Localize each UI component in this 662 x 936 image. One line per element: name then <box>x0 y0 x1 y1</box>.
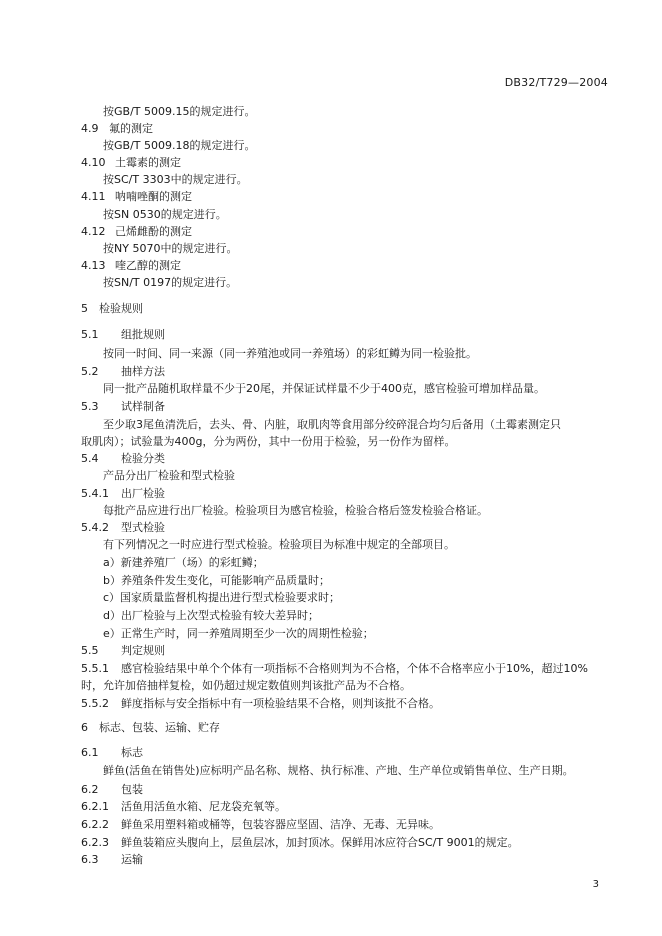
text-line <box>103 765 574 776</box>
text-line <box>81 436 455 447</box>
paragraph-text: 按同一时间、同一来源（同一养殖池或同一养殖场）的彩虹鳟为同一检验批。 <box>103 347 477 360</box>
text-line <box>103 592 340 603</box>
section-number: 4.11 <box>81 190 106 203</box>
text-line <box>103 628 374 639</box>
text-line <box>103 140 255 151</box>
section-heading: 检验分类 <box>121 452 165 465</box>
text-line <box>81 801 286 812</box>
section-number: 5.4.1 <box>81 487 109 500</box>
paragraph-text: 时，允许加倍抽样复检，如仍超过规定数值则判该批产品为不合格。 <box>81 679 411 692</box>
paragraph-text: 至少取3尾鱼清洗后，去头、骨、内脏，取肌肉等食用部分绞碎混合均匀后备用（土霉素测定只 <box>103 418 561 431</box>
text-line <box>81 488 165 499</box>
paragraph-text: 按SN 0530的规定进行。 <box>103 208 227 221</box>
text-line <box>81 453 165 464</box>
text-line <box>81 663 588 674</box>
section-heading: 土霉素的测定 <box>115 156 181 169</box>
text-line <box>81 837 519 848</box>
section-number: 5.2 <box>81 365 99 378</box>
section-number: 6.3 <box>81 853 99 866</box>
text-line <box>103 419 561 430</box>
text-line <box>81 522 165 533</box>
text-line <box>81 680 411 691</box>
text-line <box>81 303 143 314</box>
section-heading: 鲜鱼装箱应头腹向上，层鱼层冰，加封顶冰。保鲜用冰应符合SC/T 9001的规定。 <box>121 836 519 849</box>
text-line <box>103 610 319 621</box>
text-line <box>81 645 165 656</box>
section-number: 6 <box>81 721 88 734</box>
section-heading: 判定规则 <box>121 644 165 657</box>
text-line <box>103 174 248 185</box>
section-heading: 氟的测定 <box>109 122 153 135</box>
text-line <box>81 260 181 271</box>
document-code: DB32/T729—2004 <box>504 76 608 89</box>
paragraph-text: d）出厂检验与上次型式检验有较大差异时； <box>103 609 319 622</box>
section-heading: 标志、包装、运输、贮存 <box>99 721 220 734</box>
text-line <box>103 243 237 254</box>
section-number: 6.2.2 <box>81 818 109 831</box>
section-number: 5.5 <box>81 644 99 657</box>
paragraph-text: 按GB/T 5009.15的规定进行。 <box>103 105 256 118</box>
section-heading: 组批规则 <box>121 328 165 341</box>
section-number: 5.4 <box>81 452 99 465</box>
text-line <box>81 784 143 795</box>
text-line <box>103 348 477 359</box>
paragraph-text: b）养殖条件发生变化，可能影响产品质量时； <box>103 574 330 587</box>
text-line <box>103 106 255 117</box>
section-heading: 喹乙醇的测定 <box>115 259 181 272</box>
paragraph-text: e）正常生产时，同一养殖周期至少一次的周期性检验； <box>103 627 374 640</box>
section-heading: 检验规则 <box>99 302 143 315</box>
paragraph-text: 按GB/T 5009.18的规定进行。 <box>103 139 256 152</box>
text-line <box>81 226 192 237</box>
text-line <box>103 470 235 481</box>
section-number: 6.2 <box>81 783 99 796</box>
paragraph-text: c）国家质量监督机构提出进行型式检验要求时； <box>103 591 341 604</box>
text-line <box>81 329 165 340</box>
section-heading: 型式检验 <box>121 521 165 534</box>
text-line <box>81 698 440 709</box>
paragraph-text: 有下列情况之一时应进行型式检验。检验项目为标准中规定的全部项目。 <box>103 538 455 551</box>
section-number: 5.4.2 <box>81 521 109 534</box>
text-line <box>81 854 143 865</box>
text-line <box>103 505 488 516</box>
text-line <box>81 191 192 202</box>
text-line <box>81 747 143 758</box>
section-number: 6.1 <box>81 746 99 759</box>
page-number: 3 <box>592 879 599 890</box>
paragraph-text: 每批产品应进行出厂检验。检验项目为感官检验，检验合格后签发检验合格证。 <box>103 504 488 517</box>
section-heading: 包装 <box>121 783 143 796</box>
section-heading: 鲜度指标与安全指标中有一项检验结果不合格，则判该批不合格。 <box>121 697 440 710</box>
text-line <box>81 157 181 168</box>
section-number: 6.2.3 <box>81 836 109 849</box>
section-number: 4.13 <box>81 259 106 272</box>
text-line <box>81 819 440 830</box>
text-line <box>81 366 165 377</box>
section-heading: 抽样方法 <box>121 365 165 378</box>
section-heading: 活鱼用活鱼水箱、尼龙袋充氧等。 <box>121 800 286 813</box>
section-number: 5.5.2 <box>81 697 109 710</box>
text-line <box>81 722 220 733</box>
section-heading: 呐喃唑酮的测定 <box>115 190 192 203</box>
text-line <box>103 575 330 586</box>
paragraph-text: 按NY 5070中的规定进行。 <box>103 242 238 255</box>
section-number: 4.9 <box>81 122 99 135</box>
section-number: 5.3 <box>81 400 99 413</box>
paragraph-text: 产品分出厂检验和型式检验 <box>103 469 235 482</box>
section-number: 4.10 <box>81 156 106 169</box>
section-number: 6.2.1 <box>81 800 109 813</box>
text-line <box>103 539 455 550</box>
section-heading: 感官检验结果中单个个体有一项指标不合格则判为不合格，个体不合格率应小于10%，超过10% <box>121 662 588 675</box>
paragraph-text: 按SN/T 0197的规定进行。 <box>103 276 238 289</box>
section-heading: 试样制备 <box>121 400 165 413</box>
paragraph-text: 按SC/T 3303中的规定进行。 <box>103 173 248 186</box>
paragraph-text: a）新建养殖厂（场）的彩虹鳟； <box>103 556 264 569</box>
text-line <box>103 209 227 220</box>
section-number: 5.5.1 <box>81 662 109 675</box>
paragraph-text: 取肌肉）；试验量为400g，分为两份，其中一份用于检验，另一份作为留样。 <box>81 435 456 448</box>
text-line <box>103 383 545 394</box>
paragraph-text: 鲜鱼(活鱼在销售处)应标明产品名称、规格、执行标准、产地、生产单位或销售单位、生产日期。 <box>103 764 574 777</box>
text-line <box>103 277 237 288</box>
section-number: 4.12 <box>81 225 106 238</box>
section-heading: 标志 <box>121 746 143 759</box>
text-line <box>103 557 264 568</box>
text-line <box>81 401 165 412</box>
section-heading: 己烯雌酚的测定 <box>115 225 192 238</box>
section-number: 5.1 <box>81 328 99 341</box>
section-heading: 出厂检验 <box>121 487 165 500</box>
paragraph-text: 同一批产品随机取样量不少于20尾，并保证试样量不少于400克，感官检验可增加样品量。 <box>103 382 545 395</box>
section-heading: 鲜鱼采用塑料箱或桶等，包装容器应坚固、洁净、无毒、无异味。 <box>121 818 440 831</box>
section-heading: 运输 <box>121 853 143 866</box>
text-line <box>81 123 153 134</box>
section-number: 5 <box>81 302 88 315</box>
